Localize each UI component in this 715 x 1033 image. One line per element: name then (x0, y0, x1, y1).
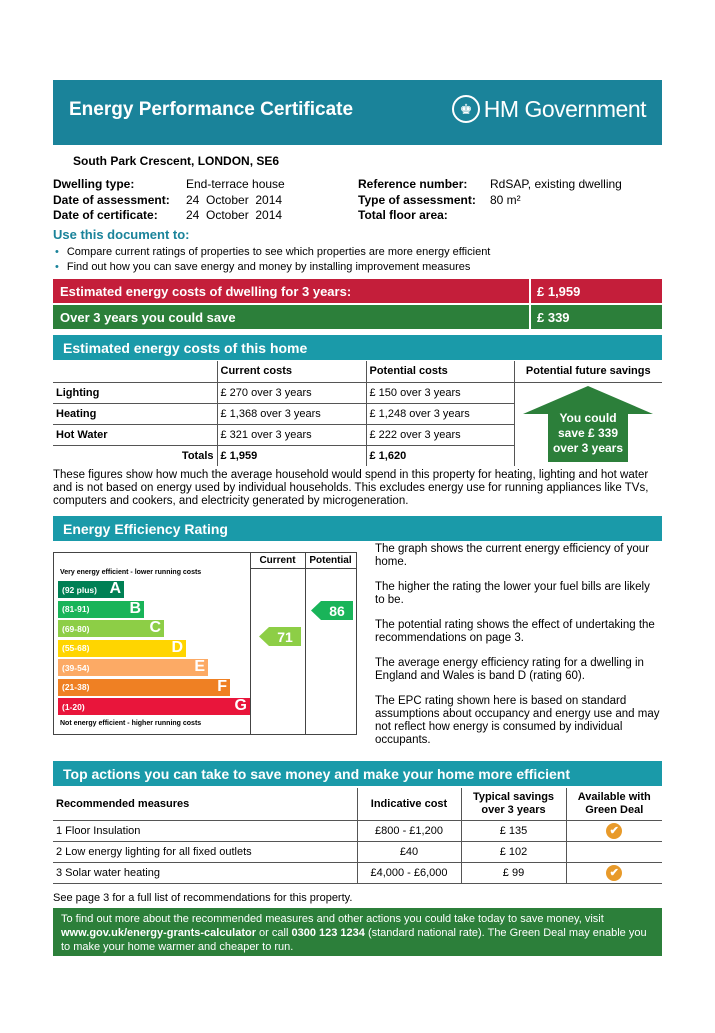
green-deal-header: Available with Green Deal (566, 788, 662, 820)
date-certificate-value: 24 October 2014 (186, 208, 283, 222)
table-row: 2 Low energy lighting for all fixed outlets £40 £ 102 (53, 841, 662, 862)
energy-grants-link[interactable]: www.gov.uk/energy-grants-calculator (61, 927, 256, 939)
date-assessment-value: 24 October 2014 (186, 192, 283, 207)
green-deal-tick-icon: ✔ (606, 865, 622, 881)
bullet-icon: • (55, 261, 59, 273)
current-rating-arrow (259, 627, 301, 646)
royal-crest-icon: ♚ (452, 95, 480, 123)
rating-band-range: (69-80) (62, 623, 90, 634)
phone-number[interactable]: 0300 123 1234 (291, 927, 365, 939)
dwelling-type-value: End-terrace house (186, 177, 285, 191)
reference-label: Reference number: (358, 177, 468, 191)
dwelling-type-label: Dwelling type: (53, 177, 135, 191)
use-document-heading: Use this document to: (53, 227, 190, 242)
savings-arrow-text: You could save £ 339 over 3 years (552, 411, 624, 455)
details-right (358, 177, 476, 224)
typical-savings-header: Typical savings over 3 years (461, 788, 566, 820)
costs-section-title: Estimated energy costs of this home (53, 335, 662, 360)
details-right-values (490, 177, 622, 208)
rating-band-c (58, 620, 164, 637)
certificate-header (53, 80, 662, 145)
current-costs-header: Current costs (217, 361, 366, 382)
rating-band-letter: G (234, 697, 247, 714)
costs-note: These figures show how much the average household would spend in this property for heating, lighting and hot water and is not based on energy used by individual households. This excludes energy use for running appliances like TVs, computers and cookers, and electricity generated by microgeneration. (53, 469, 649, 507)
rating-band-range: (81-91) (62, 604, 90, 614)
rating-band-letter: A (109, 580, 121, 597)
rating-band-d (58, 640, 186, 657)
use-document-list (55, 245, 490, 275)
property-address: South Park Crescent, LONDON, SE6 (73, 154, 280, 168)
totals-label: Totals (181, 449, 214, 462)
current-rating-value: 71 (277, 629, 293, 645)
floor-area-label: Total floor area: (358, 208, 448, 222)
hm-government-logo (452, 95, 646, 123)
certificate-title: Energy Performance Certificate (69, 99, 354, 120)
bullet-icon: • (55, 246, 59, 258)
savings-bar (53, 305, 662, 329)
see-page-note: See page 3 for a full list of recommendations for this property. (53, 892, 353, 904)
rating-band-f (58, 679, 230, 696)
measures-header: Recommended measures (53, 788, 357, 820)
rating-band-letter: F (217, 677, 227, 695)
actions-section-title: Top actions you can take to save money and make your home more efficient (53, 761, 662, 786)
current-column-header: Current (259, 555, 296, 566)
potential-costs-header: Potential costs (366, 361, 514, 382)
rating-section-title: Energy Efficiency Rating (53, 516, 662, 541)
potential-rating-arrow (311, 601, 353, 620)
type-assessment-label: Type of assessment: (358, 192, 476, 207)
cost-header: Indicative cost (357, 788, 461, 820)
rating-band-range: (92 plus) (62, 584, 97, 595)
table-row: 1 Floor Insulation £800 - £1,200 £ 135 ✔ (53, 820, 662, 841)
rating-band-range: (21-38) (62, 682, 90, 692)
rating-explanation: The graph shows the current energy efficiency of your home. The higher the rating the lower your fuel bills are likely to be. The potential rating shows the effect of undertaking the recommendations on page 3. The average energy efficiency rating for a dwelling in England and Wales is band D (rating 60). The EPC rating shown here is based on standard assumptions about occupancy and energy use and may not reflect how energy is consumed by individual occupants. (375, 543, 660, 746)
rating-band-letter: C (149, 619, 161, 636)
rating-band-g (58, 698, 250, 715)
potential-rating-value: 86 (329, 603, 345, 619)
estimated-cost-label: Estimated energy costs of dwelling for 3 years: (60, 283, 352, 299)
date-assessment-label: Date of assessment: (53, 192, 170, 207)
table-row: 3 Solar water heating £4,000 - £6,000 £ 99 ✔ (53, 862, 662, 883)
rating-band-letter: E (194, 658, 205, 675)
efficient-note: Very energy efficient - lower running costs (60, 569, 202, 576)
table-row: Lighting £ 270 over 3 years £ 150 over 3 years (53, 382, 662, 403)
energy-rating-chart (53, 552, 357, 735)
details-left (53, 177, 170, 224)
green-deal-tick-icon: ✔ (606, 823, 622, 839)
totals-potential: £ 1,620 (366, 445, 514, 466)
rating-band-range: (39-54) (62, 662, 90, 673)
rating-band-range: (55-68) (62, 643, 90, 653)
date-certificate-label: Date of certificate: (53, 208, 158, 222)
savings-value: £ 339 (529, 305, 662, 329)
estimated-cost-bar (53, 279, 662, 303)
rating-band-a (58, 581, 124, 598)
rating-band-letter: B (129, 599, 141, 617)
details-left-values (186, 177, 285, 224)
type-assessment-value: RdSAP, existing dwelling (490, 177, 622, 191)
table-row: Heating £ 1,368 over 3 years £ 1,248 over 3 years (53, 403, 662, 424)
estimated-cost-value: £ 1,959 (529, 279, 662, 303)
actions-table (53, 788, 662, 884)
table-row: Hot Water £ 321 over 3 years £ 222 over 3 years (53, 424, 662, 445)
inefficient-note: Not energy efficient - higher running costs (60, 720, 202, 727)
floor-area-value: 80 m² (490, 192, 521, 207)
rating-band-e (58, 659, 208, 676)
rating-band-letter: D (171, 638, 183, 656)
future-savings-header: Potential future savings (514, 361, 662, 382)
list-item: • Compare current ratings of properties to see which properties are more energy efficient (55, 246, 491, 258)
totals-current: £ 1,959 (217, 445, 366, 466)
rating-band-b (58, 601, 144, 618)
list-item: • Find out how you can save energy and money by installing improvement measures (55, 261, 471, 273)
potential-column-header: Potential (309, 555, 352, 566)
footer-info: To find out more about the recommended measures and other actions you could take today to save money, visit www.gov.uk/energy-grants-calculator or call 0300 123 1234 (standard national rate). The Green Deal may enable you to make your home warmer and cheaper to run. (53, 908, 662, 956)
rating-band-range: (1-20) (62, 701, 85, 712)
hm-government-text: HM Government (483, 95, 646, 122)
savings-label: Over 3 years you could save (60, 309, 236, 325)
